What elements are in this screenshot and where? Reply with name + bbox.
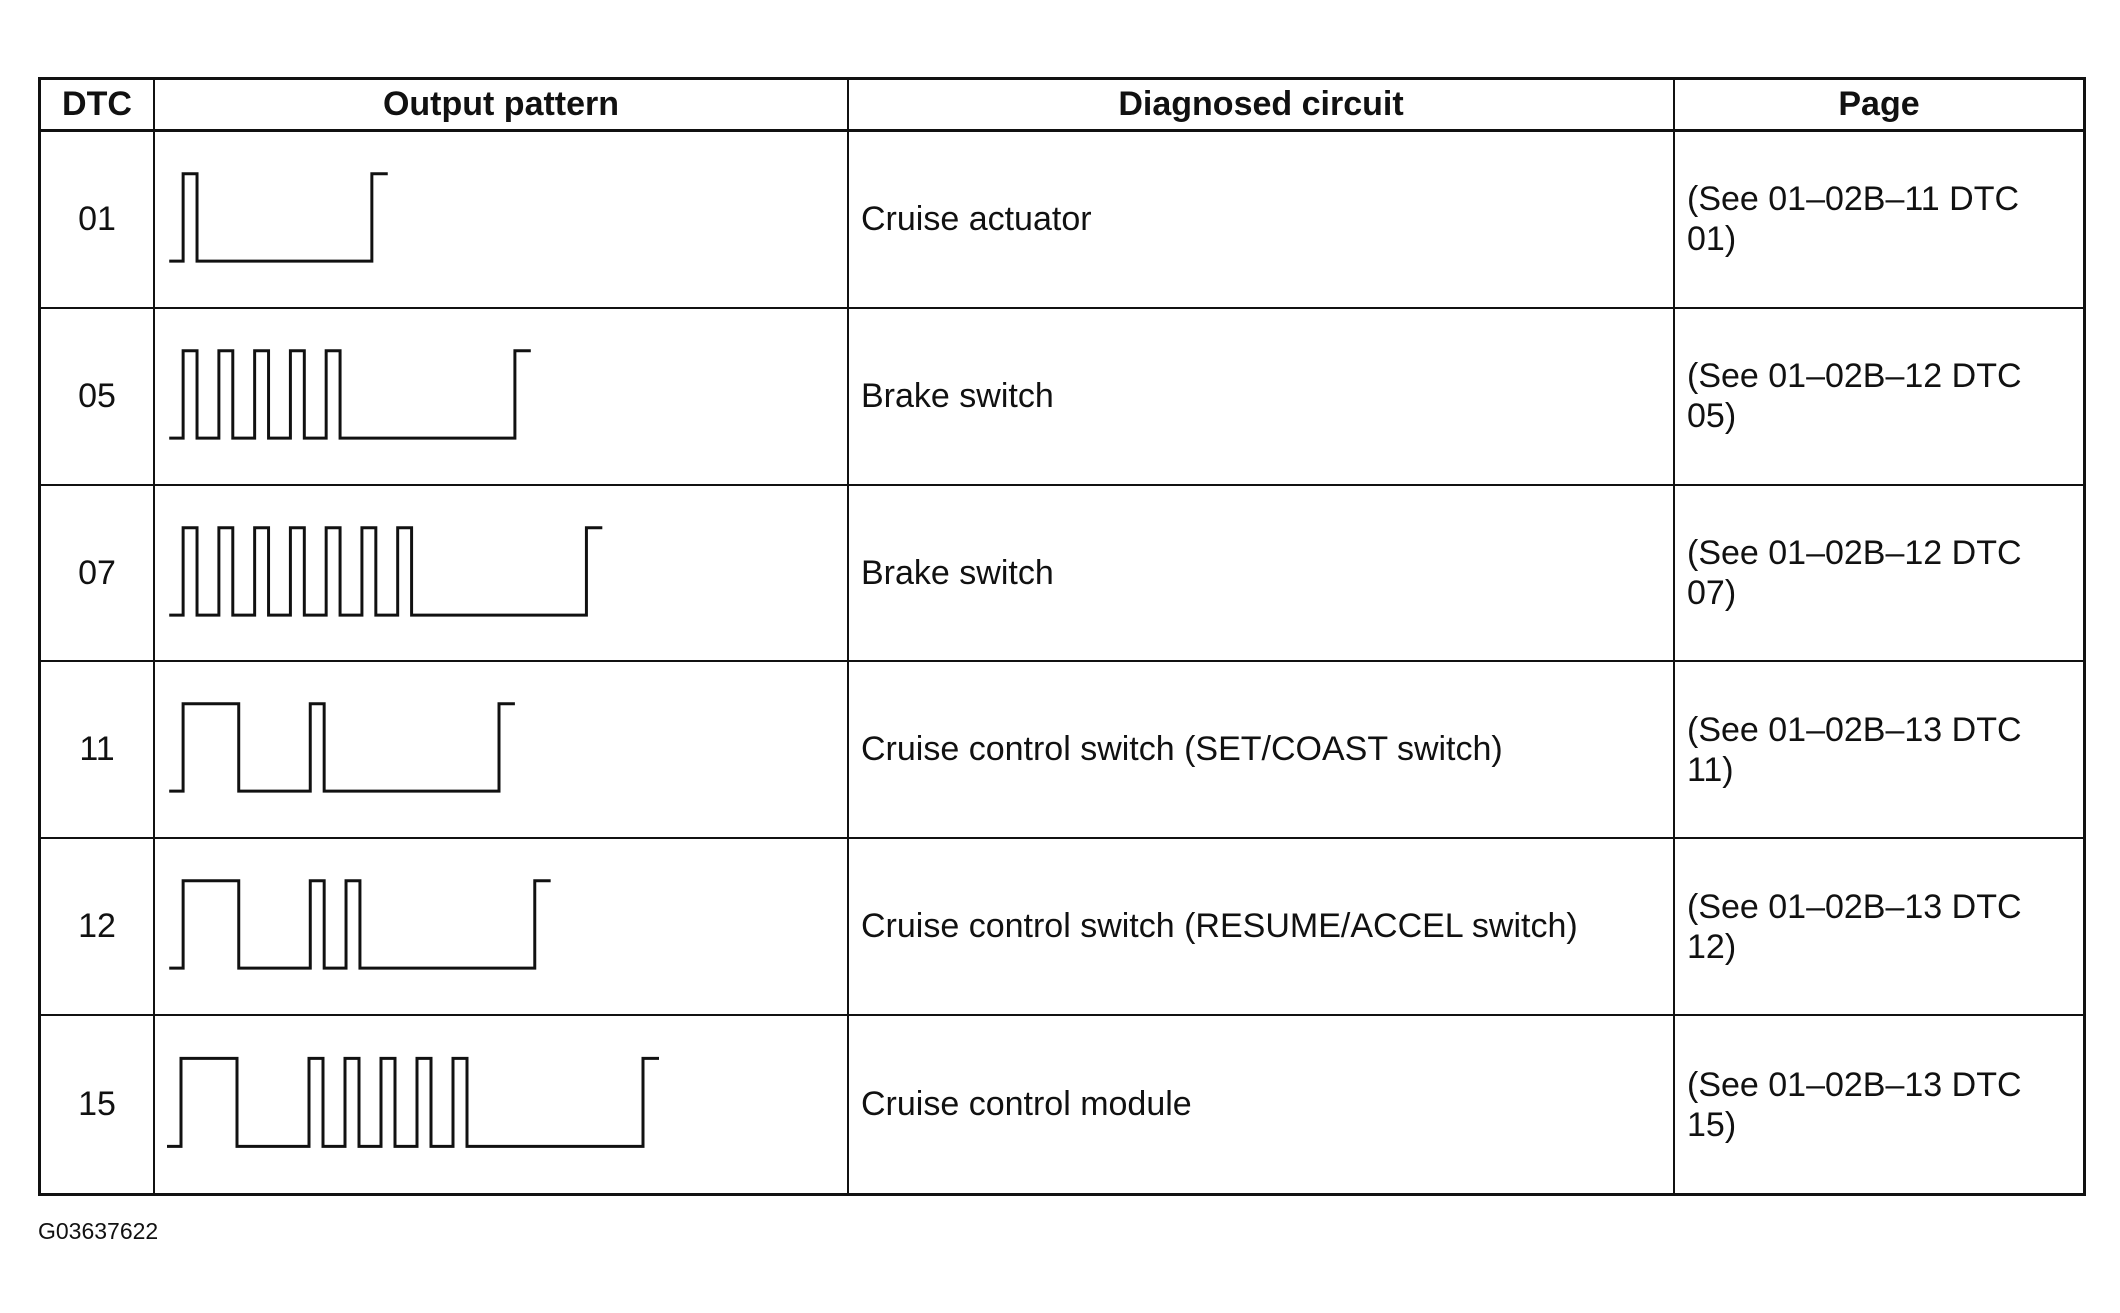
pulse-waveform bbox=[155, 662, 845, 837]
page-reference-text: (See 01–02B–13 DTC 11) bbox=[1687, 710, 2022, 789]
pulse-waveform bbox=[155, 309, 845, 484]
dtc-code: 07 bbox=[41, 486, 155, 663]
dtc-code: 05 bbox=[41, 309, 155, 486]
page-reference bbox=[1675, 132, 2083, 309]
pulse-waveform-line bbox=[169, 704, 515, 791]
output-pattern bbox=[155, 662, 849, 839]
pulse-waveform bbox=[155, 839, 845, 1014]
header-output-pattern: Output pattern bbox=[155, 80, 849, 132]
figure-code: G03637622 bbox=[38, 1218, 159, 1244]
pulse-waveform-line bbox=[169, 351, 531, 438]
page-reference bbox=[1675, 486, 2083, 663]
output-pattern bbox=[155, 1016, 849, 1193]
header-diagnosed-circuit: Diagnosed circuit bbox=[849, 80, 1675, 132]
page-reference bbox=[1675, 1016, 2083, 1193]
page-reference-text: (See 01–02B–13 DTC 15) bbox=[1687, 1065, 2022, 1144]
diagnosed-circuit: Cruise actuator bbox=[849, 132, 1675, 309]
output-pattern bbox=[155, 839, 849, 1016]
pulse-waveform-line bbox=[169, 881, 550, 968]
page-reference bbox=[1675, 662, 2083, 839]
output-pattern bbox=[155, 309, 849, 486]
dtc-table bbox=[38, 77, 2086, 1196]
diagnosed-circuit: Cruise control switch (RESUME/ACCEL switch) bbox=[849, 839, 1675, 1016]
output-pattern bbox=[155, 132, 849, 309]
diagnosed-circuit: Brake switch bbox=[849, 486, 1675, 663]
page-reference bbox=[1675, 839, 2083, 1016]
page-reference-text: (See 01–02B–12 DTC 05) bbox=[1687, 357, 2022, 436]
page-reference-text: (See 01–02B–12 DTC 07) bbox=[1687, 534, 2022, 613]
page-reference bbox=[1675, 309, 2083, 486]
dtc-code: 11 bbox=[41, 662, 155, 839]
page-reference-text: (See 01–02B–11 DTC 01) bbox=[1687, 180, 2020, 259]
pulse-waveform bbox=[155, 132, 845, 307]
output-pattern bbox=[155, 486, 849, 663]
header-dtc: DTC bbox=[41, 80, 155, 132]
dtc-code: 01 bbox=[41, 132, 155, 309]
page-reference-text: (See 01–02B–13 DTC 12) bbox=[1687, 887, 2022, 966]
pulse-waveform-line bbox=[167, 1059, 659, 1147]
pulse-waveform-line bbox=[169, 174, 388, 261]
dtc-code: 12 bbox=[41, 839, 155, 1016]
pulse-waveform-line bbox=[169, 527, 602, 614]
diagnosed-circuit: Cruise control module bbox=[849, 1016, 1675, 1193]
pulse-waveform bbox=[155, 1016, 845, 1193]
diagnosed-circuit: Brake switch bbox=[849, 309, 1675, 486]
dtc-code: 15 bbox=[41, 1016, 155, 1193]
diagnosed-circuit: Cruise control switch (SET/COAST switch) bbox=[849, 662, 1675, 839]
pulse-waveform bbox=[155, 486, 845, 661]
header-page: Page bbox=[1675, 80, 2083, 132]
